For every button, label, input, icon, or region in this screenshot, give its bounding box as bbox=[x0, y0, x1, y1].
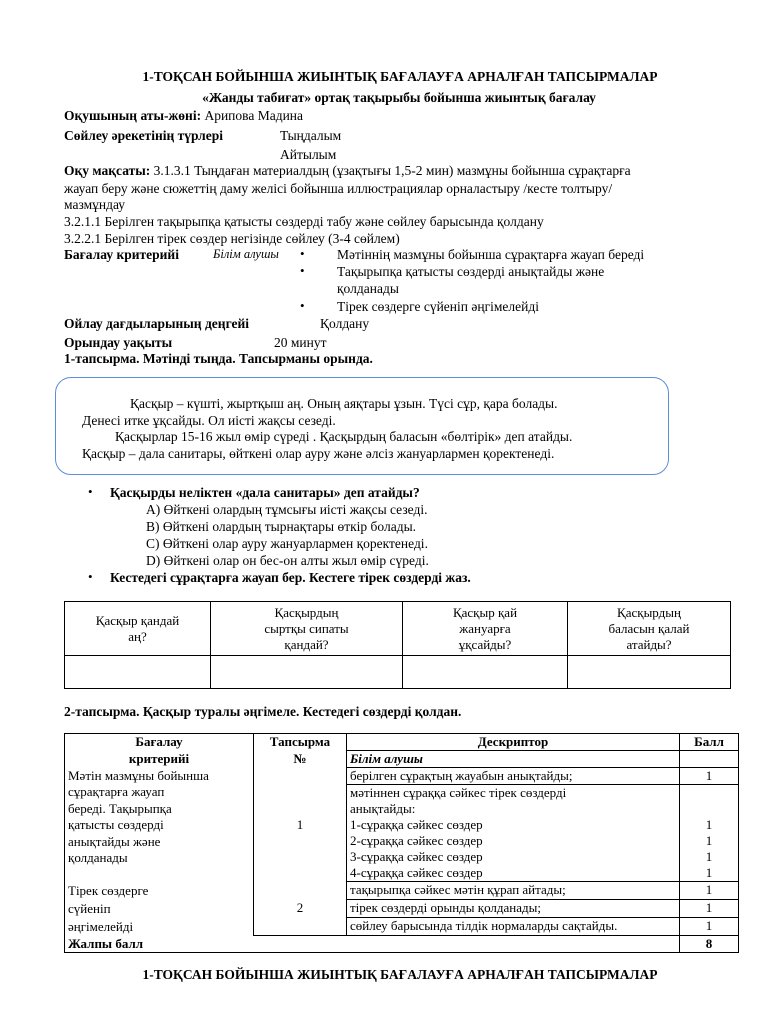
descriptor-3: 1-сұраққа сәйкес сөздер bbox=[347, 817, 680, 833]
criterion-3: Тірек сөздерге сүйеніп әңгімелейді bbox=[337, 299, 539, 314]
thinking-label: Ойлау дағдыларының деңгейі bbox=[64, 316, 250, 331]
total-value: 8 bbox=[680, 936, 739, 953]
answer-cell-3[interactable] bbox=[403, 656, 568, 689]
text-line-1: Қасқыр – күшті, жыртқыш аң. Оның аяқтары ұзын. Түсі сұр, қара болады. bbox=[130, 396, 558, 411]
time-label: Орындау уақыты bbox=[64, 335, 173, 350]
rubric-empty bbox=[680, 751, 739, 768]
descriptor-2-cont: анықтайды: bbox=[347, 801, 680, 817]
speech-type-speaking: Айтылым bbox=[280, 147, 337, 162]
rubric-header-task-2: № bbox=[254, 751, 347, 768]
option-a: А) Өйткені олардың тұмсығы иісті жақсы сезеді. bbox=[146, 502, 428, 517]
rubric-task-num-1: 1 bbox=[254, 768, 347, 882]
criterion-1: Мәтіннің мазмұны бойынша сұрақтарға жауап береді bbox=[337, 247, 645, 262]
footer-title: 1-ТОҚСАН БОЙЫНША ЖИЫНТЫҚ БАҒАЛАУҒА АРНАЛҒАН ТАПСЫРМАЛАР bbox=[142, 967, 658, 982]
speech-label: Сөйлеу әрекетінің түрлері bbox=[64, 128, 224, 143]
student-line bbox=[64, 107, 303, 124]
task1-title: 1-тапсырма. Мәтінді тыңда. Тапсырманы орында. bbox=[64, 351, 373, 366]
bullet-icon: • bbox=[300, 246, 305, 261]
speech-type-listening: Тыңдалым bbox=[280, 128, 342, 143]
total-label: Жалпы балл bbox=[68, 936, 144, 951]
rubric-task-num-2: 2 bbox=[254, 882, 347, 936]
rubric-criteria-2: Тірек сөздерге сүйеніп әңгімелейді bbox=[65, 882, 254, 936]
descriptor-9: сөйлеу барысында тілдік нормаларды сақтайды. bbox=[347, 918, 680, 936]
criteria-label: Бағалау критерийі bbox=[64, 247, 179, 262]
answer-cell-4[interactable] bbox=[568, 656, 731, 689]
option-c: С) Өйткені олар ауру жануарлармен қоректенеді. bbox=[146, 536, 428, 551]
criterion-2: Тақырыпқа қатысты сөздерді анықтайды және bbox=[337, 264, 605, 279]
bullet-icon: • bbox=[300, 263, 305, 278]
task2-title: 2-тапсырма. Қасқыр туралы әңгімеле. Кестедегі сөздерді қолдан. bbox=[64, 704, 462, 719]
criterion-2-cont: қолданады bbox=[337, 281, 399, 296]
answer-cell-2[interactable] bbox=[211, 656, 403, 689]
option-b: В) Өйткені олардың тырнақтары өткір болады. bbox=[146, 519, 417, 534]
task1-question: Қасқырды неліктен «дала санитары» деп атайды? bbox=[110, 485, 420, 500]
rubric-header-criteria: Бағалау bbox=[65, 734, 254, 751]
goal-line-4: 3.2.1.1 Берілген тақырыпқа қатысты сөздерді табу және сөйлеу барысында қолдану bbox=[64, 214, 544, 229]
descriptor-4: 2-сұраққа сәйкес сөздер bbox=[347, 833, 680, 849]
text-line-2: Денесі итке ұқсайды. Ол иісті жақсы сезеді. bbox=[82, 413, 336, 428]
score-6: 1 bbox=[680, 882, 739, 900]
descriptor-1: берілген сұрақтың жауабын анықтайды; bbox=[347, 768, 680, 785]
answer-header-3: Қасқыр қай жануарға ұқсайды? bbox=[403, 602, 568, 656]
rubric-header-descriptor: Дескриптор bbox=[347, 734, 680, 751]
goal-line-1 bbox=[64, 162, 631, 179]
text-line-4: Қасқыр – дала санитары, өйткені олар ауру және әлсіз жануарлармен қоректенеді. bbox=[82, 446, 555, 461]
student-label: Оқушының аты-жөні: bbox=[64, 108, 202, 123]
rubric-criteria-1: Мәтін мазмұны бойынша сұрақтарға жауап береді. Тақырыпқа қатысты сөздерді анықтайды және қолданады bbox=[65, 768, 254, 882]
goal-label: Оқу мақсаты: bbox=[64, 163, 151, 178]
rubric-header-task: Тапсырма bbox=[254, 734, 347, 751]
descriptor-6: 4-сұраққа сәйкес сөздер bbox=[347, 865, 680, 882]
bullet-icon: • bbox=[300, 298, 305, 313]
answer-cell-1[interactable] bbox=[65, 656, 211, 689]
document-subtitle: «Жанды табиғат» ортақ тақырыбы бойынша жиынтық бағалау bbox=[202, 90, 596, 105]
rubric-header-score: Балл bbox=[680, 734, 739, 751]
bullet-icon: • bbox=[88, 569, 93, 584]
score-4: 1 bbox=[705, 849, 713, 864]
goal-line-3: мазмұндау bbox=[64, 197, 126, 212]
descriptor-8: тірек сөздерді орынды қолданады; bbox=[347, 900, 680, 918]
score-3: 1 bbox=[705, 833, 713, 848]
rubric-header-criteria-2: критерийі bbox=[65, 751, 254, 768]
answer-table bbox=[64, 601, 731, 689]
goal-text-1: 3.1.3.1 Тыңдаған материалдың (ұзақтығы 1,5-2 мин) мазмұны бойынша сұрақтарға bbox=[153, 163, 631, 178]
student-name: Арипова Мадина bbox=[204, 108, 304, 123]
descriptor-2: мәтіннен сұраққа сәйкес тірек сөздерді bbox=[347, 785, 680, 802]
rubric-table bbox=[64, 733, 739, 953]
thinking-value: Қолдану bbox=[320, 316, 370, 331]
answer-header-4: Қасқырдың баласын қалай атайды? bbox=[568, 602, 731, 656]
score-8: 1 bbox=[680, 918, 739, 936]
descriptor-5: 3-сұраққа сәйкес сөздер bbox=[347, 849, 680, 865]
score-7: 1 bbox=[680, 900, 739, 918]
text-line-3: Қасқырлар 15-16 жыл өмір сүреді . Қасқырдың баласын «бөлтірік» деп атайды. bbox=[115, 429, 573, 444]
goal-line-2: жауап беру және сюжеттің даму желісі бойынша иллюстрациялар орналастыру /кесте толтыру/ bbox=[64, 181, 613, 196]
descriptor-7: тақырыпқа сәйкес мәтін құрап айтады; bbox=[347, 882, 680, 900]
score-2: 1 bbox=[705, 817, 713, 832]
time-value: 20 минут bbox=[274, 335, 327, 350]
score-5: 1 bbox=[680, 865, 739, 882]
answer-header-2: Қасқырдың сыртқы сипаты қандай? bbox=[211, 602, 403, 656]
option-d: D) Өйткені олар он бес-он алты жыл өмір сүреді. bbox=[146, 553, 429, 568]
table-instruction: Кестедегі сұрақтарға жауап бер. Кестеге тірек сөздерді жаз. bbox=[110, 570, 471, 585]
criteria-subject: Білім алушы bbox=[213, 247, 279, 261]
bullet-icon: • bbox=[88, 484, 93, 499]
document-title: 1-ТОҚСАН БОЙЫНША ЖИЫНТЫҚ БАҒАЛАУҒА АРНАЛҒАН ТАПСЫРМАЛАР bbox=[142, 69, 658, 84]
score-1: 1 bbox=[680, 768, 739, 785]
goal-line-5: 3.2.2.1 Берілген тірек сөздер негізінде сөйлеу (3-4 сөйлем) bbox=[64, 231, 400, 246]
rubric-learner: Білім алушы bbox=[347, 751, 680, 768]
answer-header-1: Қасқыр қандай аң? bbox=[65, 602, 211, 656]
